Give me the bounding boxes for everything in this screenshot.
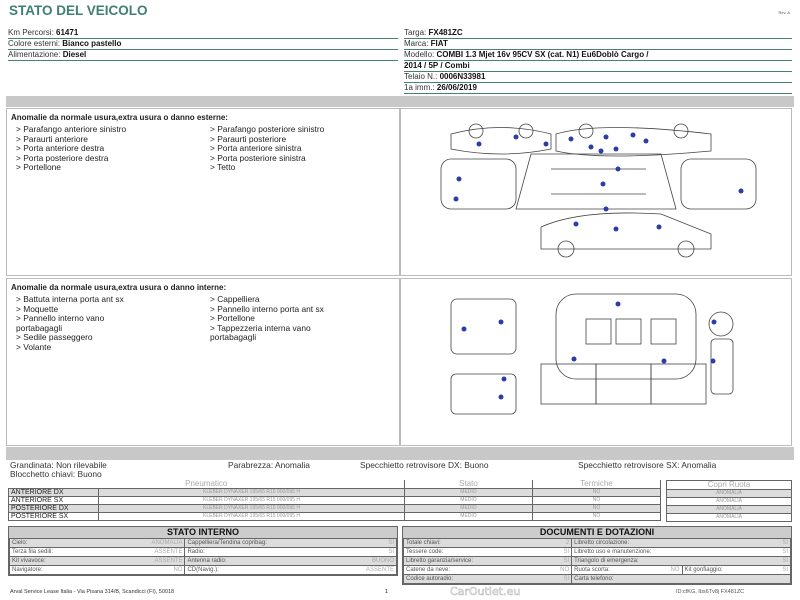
field-cell bbox=[185, 566, 397, 575]
field-value: SI bbox=[782, 549, 788, 555]
field-value: NO bbox=[670, 567, 680, 573]
anomaly-item: portabagagli bbox=[16, 322, 63, 333]
info-label: Modello: bbox=[404, 50, 437, 59]
field-value: SI bbox=[563, 558, 570, 564]
field-value: NO bbox=[173, 567, 183, 573]
documenti-section bbox=[402, 526, 792, 585]
anomaly-item: > Sedile passeggero bbox=[16, 332, 93, 342]
info-value: Diesel bbox=[62, 50, 87, 59]
copri-row bbox=[667, 514, 792, 522]
field-label: Libretto uso e manutenzione: bbox=[574, 549, 652, 555]
copri-ruota-value: ANOMALIA bbox=[667, 514, 792, 522]
info-value: 26/06/2019 bbox=[436, 83, 477, 92]
anomaly-item: > Cappelliera bbox=[210, 294, 260, 304]
field-value: ASSENTE bbox=[365, 567, 394, 573]
info-row bbox=[404, 72, 792, 83]
info-row bbox=[404, 83, 792, 94]
field-value: SI bbox=[782, 567, 788, 573]
tire-position: ANTERIORE SX bbox=[9, 497, 99, 505]
field-value: SI bbox=[563, 549, 570, 555]
exterior-heading: Anomalie da normale usura,extra usura o danno esterne: bbox=[11, 113, 228, 122]
tire-row bbox=[9, 497, 661, 505]
section-row bbox=[10, 557, 397, 566]
anomaly-item: > Paraurti anteriore bbox=[16, 133, 88, 144]
info-value: 61471 bbox=[56, 28, 79, 37]
field-cell bbox=[10, 557, 185, 566]
copri-row bbox=[667, 490, 792, 498]
field-value: SI bbox=[563, 576, 570, 582]
info-value: FIAT bbox=[430, 39, 448, 48]
anomaly-item: > Moquette bbox=[16, 303, 59, 314]
anomaly-item: > Tetto bbox=[210, 162, 236, 172]
field-label: Navigatore: bbox=[12, 567, 43, 573]
anomaly-item: > Porta anteriore sinistra bbox=[210, 143, 302, 153]
anomaly-item: > Tappezzeria interna vano bbox=[210, 322, 311, 333]
stato-interno-title: STATO INTERNO bbox=[9, 527, 397, 538]
document-code: ID:cfKG, Ibs6Tv8j FX481ZC bbox=[676, 589, 745, 595]
copri-ruota-table bbox=[666, 480, 792, 522]
exterior-list-2 bbox=[210, 125, 324, 173]
section-band bbox=[6, 96, 794, 107]
info-row bbox=[404, 50, 792, 61]
tire-row bbox=[9, 489, 661, 497]
section-row bbox=[10, 566, 397, 575]
anomaly-item: > Pannello interno porta ant sx bbox=[210, 303, 324, 314]
field-label: Radio: bbox=[187, 549, 205, 555]
tire-model: KLEBER DYNAXER 195/65 R15 000/095 H bbox=[99, 505, 405, 513]
copri-ruota-value: ANOMALIA bbox=[667, 490, 792, 498]
section-row bbox=[404, 548, 791, 557]
field-label: Ruota scorta: bbox=[574, 567, 610, 573]
car-interior-diagram bbox=[401, 279, 793, 447]
field-cell bbox=[572, 557, 791, 566]
info-row bbox=[404, 39, 792, 50]
field-value: SI bbox=[782, 540, 788, 546]
info-value: 0006N33981 bbox=[439, 72, 486, 81]
grandinata-status: Grandinata: Non rilevabile bbox=[10, 460, 107, 470]
col-stato: Stato bbox=[405, 480, 533, 489]
field-cell bbox=[185, 539, 397, 548]
field-value: SI bbox=[388, 540, 394, 546]
section-row bbox=[404, 539, 791, 548]
anomaly-item: > Porta posteriore destra bbox=[16, 152, 109, 163]
section-row bbox=[10, 548, 397, 557]
field-label: Cielo: bbox=[12, 540, 28, 546]
documenti-table bbox=[403, 538, 791, 584]
exterior-anomalies-box bbox=[6, 108, 400, 276]
info-value: Bianco pastello bbox=[62, 39, 122, 48]
tire-stato: MEDIO bbox=[405, 505, 533, 513]
page-title: STATO DEL VEICOLO bbox=[9, 3, 148, 18]
field-cell bbox=[682, 566, 790, 575]
info-value: FX481ZC bbox=[428, 28, 463, 37]
info-label: Marca: bbox=[404, 39, 431, 48]
exterior-diagram bbox=[400, 108, 792, 276]
field-cell bbox=[185, 548, 397, 557]
documenti-title: DOCUMENTI E DOTAZIONI bbox=[403, 527, 791, 538]
interior-anomalies-box bbox=[6, 278, 400, 446]
anomaly-item: > Porta anteriore destra bbox=[16, 143, 105, 153]
footer-address: Arval Service Lease Italia - Via Pisana 314/B, Scandicci (FI), 50018 bbox=[10, 589, 175, 595]
field-cell bbox=[10, 566, 185, 575]
info-value: 2014 / 5P / Combi bbox=[404, 61, 470, 70]
field-value: SI bbox=[782, 558, 788, 564]
anomaly-item: > Portellone bbox=[210, 313, 255, 323]
field-label: Kit vivavoce: bbox=[12, 558, 46, 564]
anomaly-item: > Portellone bbox=[16, 162, 61, 172]
field-label: Antenna radio: bbox=[187, 558, 227, 564]
damage-markers bbox=[454, 133, 744, 232]
anomaly-item: portabagagli bbox=[210, 332, 257, 342]
section-row bbox=[404, 575, 791, 584]
field-value: BUONO bbox=[371, 558, 394, 564]
field-cell bbox=[404, 575, 572, 584]
info-label: 1a imm.: bbox=[404, 83, 437, 92]
tire-termiche: NO bbox=[533, 489, 661, 497]
info-label: Km Percorsi: bbox=[8, 28, 57, 37]
parabrezza-status: Parabrezza: Anomalia bbox=[228, 460, 310, 470]
tire-stato: MEDIO bbox=[405, 497, 533, 505]
info-row bbox=[8, 50, 398, 61]
field-cell bbox=[404, 557, 572, 566]
tire-model: KLEBER DYNAXER 195/65 R15 000/095 H bbox=[99, 489, 405, 497]
copri-ruota-value: ANOMALIA bbox=[667, 498, 792, 506]
stato-interno-table bbox=[9, 538, 397, 575]
field-label: Tessere code: bbox=[406, 549, 444, 555]
anomaly-item: > Paraurti posteriore bbox=[210, 133, 287, 144]
car-exterior-diagram bbox=[401, 109, 793, 277]
col-copri-ruota: Copri Ruota bbox=[667, 481, 792, 490]
field-label: CD(Navig.): bbox=[187, 567, 219, 573]
tire-termiche: NO bbox=[533, 497, 661, 505]
info-label: Telaio N.: bbox=[404, 72, 440, 81]
info-row bbox=[8, 39, 398, 50]
field-label: Libretto garanzia/service: bbox=[406, 558, 474, 564]
section-row bbox=[10, 539, 397, 548]
field-label: Terza fila sedili: bbox=[12, 549, 54, 555]
info-row bbox=[8, 28, 398, 39]
anomaly-item: > Pannello interno vano bbox=[16, 313, 105, 323]
field-label: Totale chiavi: bbox=[406, 540, 441, 546]
tire-row bbox=[9, 505, 661, 513]
revision-label: Rev. A bbox=[778, 10, 790, 15]
tire-termiche: NO bbox=[533, 505, 661, 513]
field-label: Triangolo di emergenza: bbox=[574, 558, 639, 564]
exterior-list-1 bbox=[16, 125, 126, 173]
field-cell bbox=[185, 557, 397, 566]
tires-table bbox=[8, 480, 661, 521]
tire-position: POSTERIORE SX bbox=[9, 513, 99, 521]
field-value: 2 bbox=[565, 540, 570, 546]
info-row bbox=[404, 61, 792, 72]
field-label: Kit gonfiaggio: bbox=[684, 567, 723, 573]
info-label: Targa: bbox=[404, 28, 429, 37]
interior-list-1 bbox=[16, 295, 124, 352]
field-cell bbox=[572, 548, 791, 557]
copri-ruota-value: ANOMALIA bbox=[667, 506, 792, 514]
field-cell bbox=[404, 566, 572, 575]
tire-position: POSTERIORE DX bbox=[9, 505, 99, 513]
tire-termiche: NO bbox=[533, 513, 661, 521]
field-value: ASSENTE bbox=[154, 549, 183, 555]
anomaly-item: > Parafango anteriore sinistro bbox=[16, 124, 127, 134]
tire-stato: MEDIO bbox=[405, 489, 533, 497]
mirror-dx-status: Specchietto retrovisore DX: Buono bbox=[360, 460, 489, 470]
section-row bbox=[404, 557, 791, 566]
watermark-logo: CarOutlet.eu bbox=[450, 585, 521, 598]
anomaly-item: > Volante bbox=[16, 341, 52, 352]
stato-interno-section bbox=[8, 526, 398, 576]
interior-list-2 bbox=[210, 295, 324, 343]
field-cell bbox=[10, 539, 185, 548]
anomaly-item: > Porta posteriore sinistra bbox=[210, 152, 306, 163]
col-termiche: Termiche bbox=[533, 480, 661, 489]
anomaly-item: > Parafango posteriore sinistro bbox=[210, 124, 325, 134]
checks-left bbox=[10, 461, 107, 479]
tire-model: KLEBER DYNAXER 195/65 R15 000/095 H bbox=[99, 513, 405, 521]
blocchetto-status: Blocchetto chiavi: Buono bbox=[10, 469, 102, 479]
info-value: COMBI 1.3 Mjet 16v 95CV SX (cat. N1) Eu6Doblò Cargo / bbox=[436, 50, 649, 59]
tire-row bbox=[9, 513, 661, 521]
field-label: Catene da neve: bbox=[406, 567, 451, 573]
info-label: Alimentazione: bbox=[8, 50, 63, 59]
tire-model: KLEBER DYNAXER 195/65 R15 000/095 H bbox=[99, 497, 405, 505]
field-value: ASSENTE bbox=[154, 558, 183, 564]
info-row bbox=[404, 28, 792, 39]
section-band bbox=[6, 447, 794, 460]
field-label: Cappelliera/Tendina copribag: bbox=[187, 540, 267, 546]
field-cell bbox=[572, 539, 791, 548]
mirror-sx-status: Specchietto retrovisore SX: Anomalia bbox=[578, 460, 717, 470]
field-cell bbox=[404, 539, 572, 548]
field-value: NO bbox=[560, 567, 570, 573]
copri-row bbox=[667, 506, 792, 514]
field-cell bbox=[404, 548, 572, 557]
tire-position: ANTERIORE DX bbox=[9, 489, 99, 497]
field-label: Codice autoradio: bbox=[406, 576, 454, 582]
field-label: Libretto circolazione: bbox=[574, 540, 630, 546]
field-value: SI bbox=[388, 549, 394, 555]
interior-diagram bbox=[400, 278, 792, 446]
col-pneumatico: Pneumatico bbox=[9, 480, 405, 489]
copri-row bbox=[667, 498, 792, 506]
field-label: Carta telefono: bbox=[574, 576, 614, 582]
section-row bbox=[404, 566, 791, 575]
damage-markers bbox=[462, 302, 717, 400]
field-cell bbox=[572, 575, 791, 584]
anomaly-item: > Battuta interna porta ant sx bbox=[16, 294, 124, 304]
info-label: Colore esterni: bbox=[8, 39, 63, 48]
tire-stato: MEDIO bbox=[405, 513, 533, 521]
interior-heading: Anomalie da normale usura,extra usura o danno interne: bbox=[11, 283, 227, 292]
page-number: 1 bbox=[385, 589, 389, 595]
field-cell bbox=[572, 566, 682, 575]
field-value: ANOMALIA bbox=[151, 540, 183, 546]
field-cell bbox=[10, 548, 185, 557]
